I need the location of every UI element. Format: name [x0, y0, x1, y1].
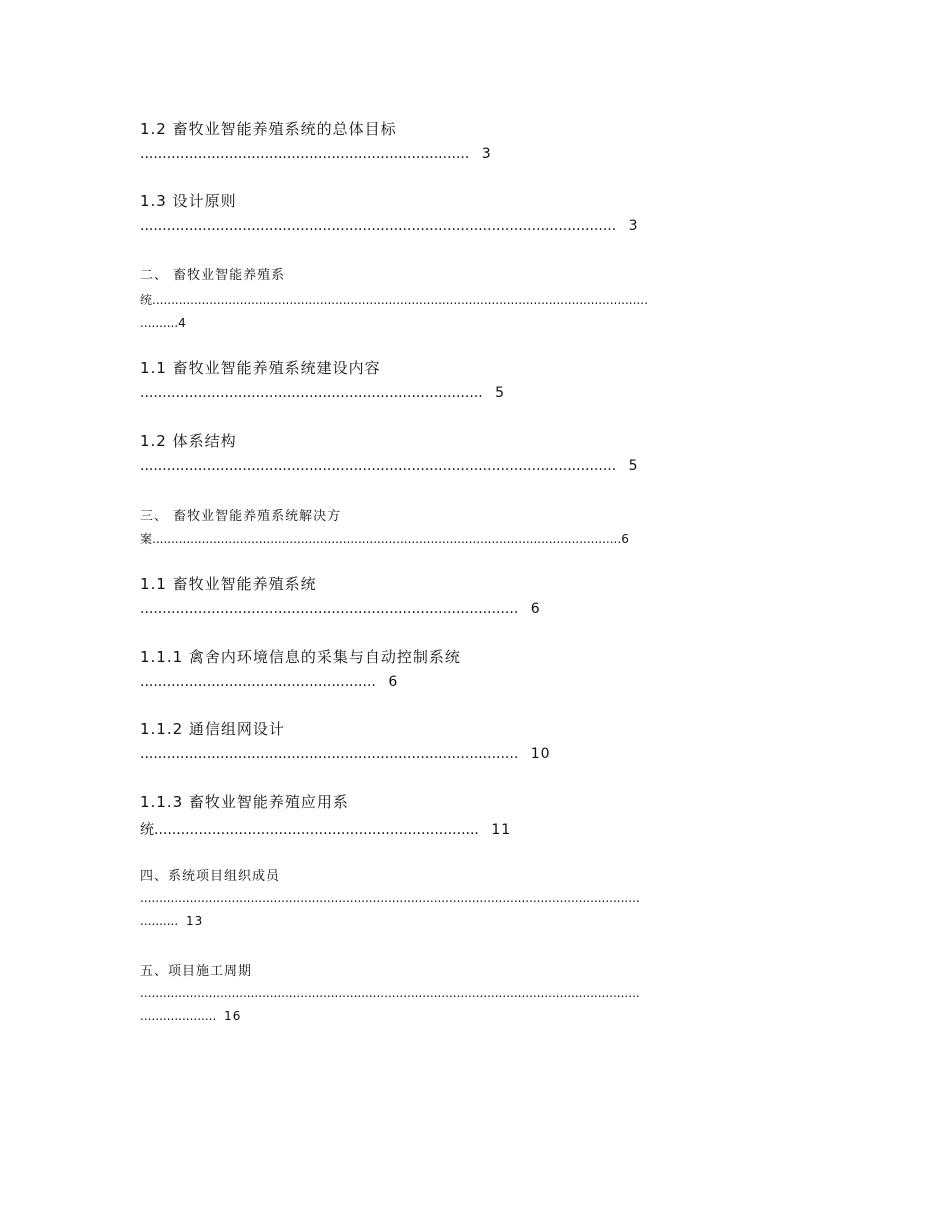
toc-page-number: 11: [491, 822, 512, 838]
toc-entry[interactable]: [140, 357, 820, 407]
toc-entry-title: 1.3 设计原则: [140, 192, 237, 210]
toc-leader-dots: 统.........................................................................: [140, 822, 479, 838]
toc-leader-dots: ..........: [140, 316, 179, 330]
toc-entry[interactable]: [140, 865, 820, 937]
toc-entry-title: 五、项目施工周期: [140, 964, 253, 979]
toc-entry[interactable]: [140, 718, 820, 768]
toc-entry-title: 二、 畜牧业智能养殖系: [140, 268, 286, 283]
toc-entry-title: 四、系统项目组织成员: [140, 869, 281, 884]
toc-leader-dots: ...................................................................................................................................: [140, 891, 640, 905]
toc-page-number: 6: [621, 532, 630, 546]
toc-leader-dots: ...........................................................................................................: [140, 458, 617, 474]
toc-leader-dots: 案...........................................................................................................................: [140, 532, 622, 546]
toc-leader-dots: .....................................................................................: [140, 601, 519, 617]
toc-entry-leader: [140, 530, 630, 547]
toc-entry-leader: [140, 1009, 241, 1023]
toc-entry-leader: [140, 316, 187, 330]
toc-leader-dots: 统..................................................................................................................................: [140, 293, 648, 307]
toc-entry-title: 三、 畜牧业智能养殖系统解决方: [140, 509, 342, 524]
toc-page-number: 5: [628, 458, 639, 474]
toc-page-number: 5: [495, 385, 506, 401]
toc-entry-leader: [140, 819, 511, 839]
toc-leader-dots: ....................: [140, 1009, 217, 1023]
toc-page-number: 4: [178, 316, 187, 330]
toc-entry-title: 1.1.1 禽舍内环境信息的采集与自动控制系统: [140, 648, 461, 666]
toc-leader-dots: .....................................................: [140, 674, 376, 690]
toc-page-number: 6: [388, 674, 399, 690]
toc-entry[interactable]: [140, 190, 820, 240]
toc-entry-title: 1.1 畜牧业智能养殖系统建设内容: [140, 359, 381, 377]
toc-leader-dots: ..........: [140, 914, 179, 928]
toc-entry[interactable]: [140, 118, 820, 168]
toc-entry-leader: [140, 674, 398, 690]
toc-page-number: 13: [185, 914, 204, 928]
toc-leader-dots: ..........................................................................: [140, 146, 470, 162]
toc-entry[interactable]: [140, 573, 820, 623]
toc-entry-title: 1.1 畜牧业智能养殖系统: [140, 575, 317, 593]
toc-entry[interactable]: [140, 960, 820, 1032]
toc-page-number: 6: [530, 601, 541, 617]
toc-entry-title: 1.1.3 畜牧业智能养殖应用系: [140, 793, 349, 811]
toc-entry[interactable]: [140, 264, 820, 336]
toc-entry[interactable]: [140, 646, 820, 696]
toc-entry[interactable]: [140, 791, 820, 841]
toc-entry-leader: [140, 601, 541, 617]
toc-page-number: 16: [224, 1009, 242, 1023]
toc-entry-title: 1.2 体系结构: [140, 432, 237, 450]
toc-entry-leader: [140, 146, 492, 162]
toc-entry[interactable]: [140, 505, 820, 551]
toc-entry-leader: [140, 458, 639, 474]
toc-entry-title: 1.2 畜牧业智能养殖系统的总体目标: [140, 120, 397, 138]
toc-entry-leader: [140, 218, 639, 234]
toc-page-number: 3: [628, 218, 639, 234]
toc-entry-leader: [140, 914, 203, 928]
toc-entry-title: 1.1.2 通信组网设计: [140, 720, 285, 738]
toc-entry[interactable]: [140, 430, 820, 480]
toc-leader-dots: .............................................................................: [140, 385, 483, 401]
toc-page-number: 3: [481, 146, 492, 162]
toc-leader-dots: ...................................................................................................................................: [140, 986, 640, 1000]
toc-entry-leader: [140, 746, 551, 762]
toc-entry-leader: [140, 385, 505, 401]
toc-leader-dots: ...........................................................................................................: [140, 218, 617, 234]
toc-page-number: 10: [530, 746, 551, 762]
toc-leader-dots: .....................................................................................: [140, 746, 519, 762]
